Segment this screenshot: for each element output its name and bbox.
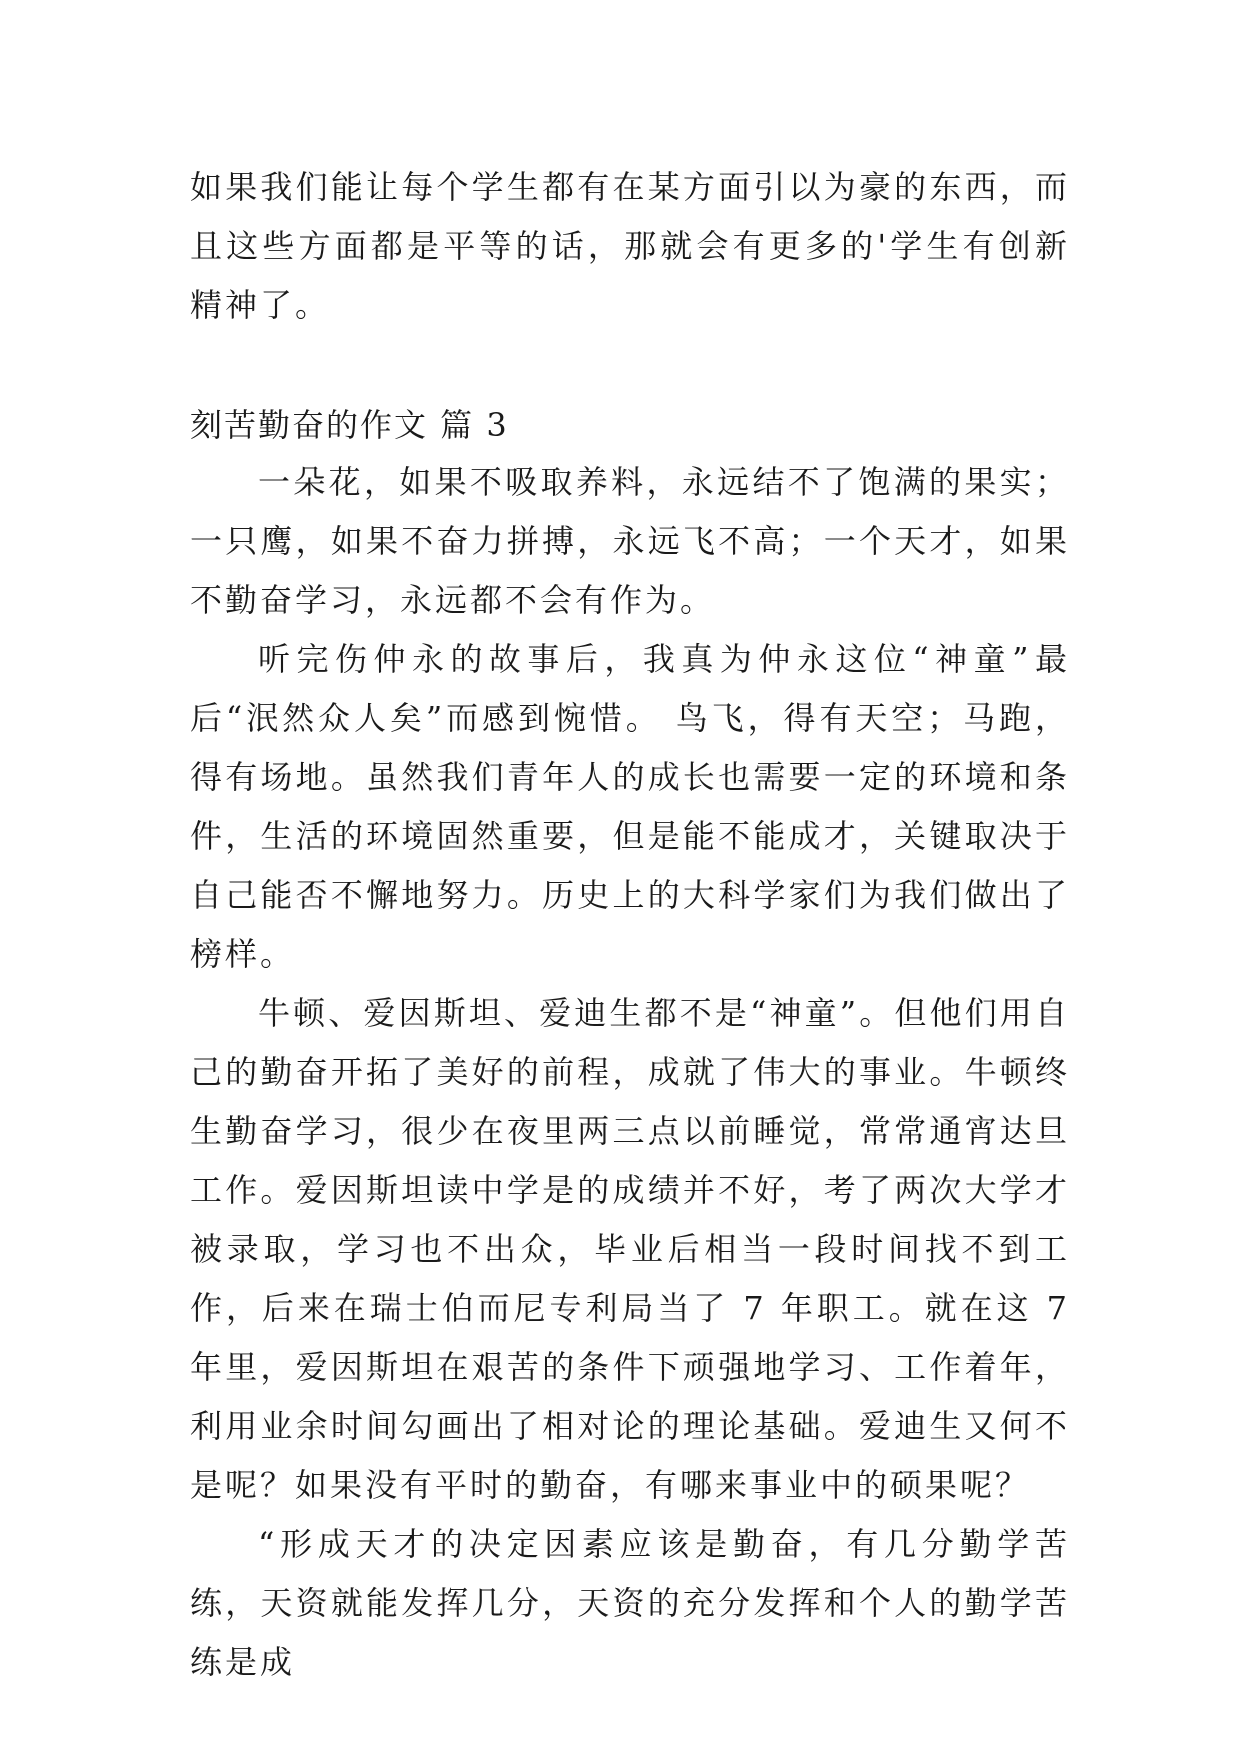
paragraph: 牛顿、爱因斯坦、爱迪生都不是“神童”。但他们用自己的勤奋开拓了美好的前程，成就了伟大的事业。牛顿终生勤奋学习，很少在夜里两三点以前睡觉，常常通宵达旦工作。爱因斯坦读中学是的成绩并不好，考了两次大学才被录取，学习也不出众，毕业后相当一段时间找不到工作，后来在瑞士伯而尼专利局当了 7 年职工。就在这 7 年里，爱因斯坦在艰苦的条件下顽强地学习、工作着年，利用业余时间勾画出了相对论的理论基础。爱迪生又何不是呢？如果没有平时的勤奋，有哪来事业中的硕果呢？ <box>190 994 1070 1504</box>
paragraph: 听完伤仲永的故事后，我真为仲永这位“神童”最后“泯然众人矣”而感到惋惜。 鸟飞，得有天空；马跑，得有场地。虽然我们青年人的成长也需要一定的环境和条件，生活的环境固然重要，但是能不能成才，关键取决于自己能否不懈地努力。历史上的大科学家们为我们做出了榜样。 <box>190 640 1070 973</box>
section-heading: 刻苦勤奋的作文 篇 3 <box>190 406 509 444</box>
paragraph: “形成天才的决定因素应该是勤奋，有几分勤学苦练，天资就能发挥几分，天资的充分发挥和个人的勤学苦练是成 <box>190 1525 1070 1681</box>
paragraph: 一朵花，如果不吸取养料，永远结不了饱满的果实；一只鹰，如果不奋力拼搏，永远飞不高；一个天才，如果不勤奋学习，永远都不会有作为。 <box>190 463 1070 619</box>
intro-paragraph: 如果我们能让每个学生都有在某方面引以为豪的东西，而且这些方面都是平等的话，那就会有更多的'学生有创新精神了。 <box>190 168 1070 324</box>
essay-body <box>190 453 1070 1692</box>
